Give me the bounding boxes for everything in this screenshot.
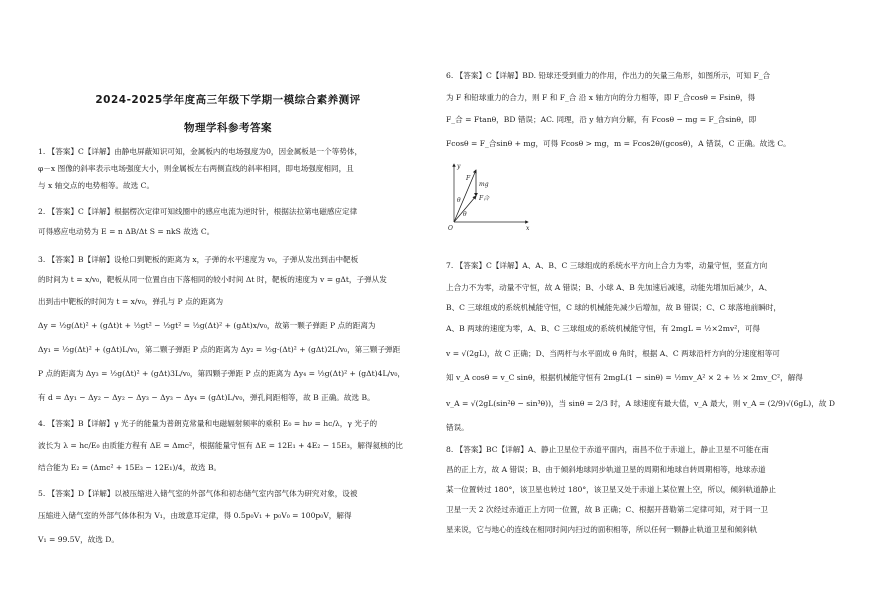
answer-line: 上合力不为零，动量不守恒，故 A 错误；B、小球 A、B 先加速后减速，动能先增加后减少，A、 [446, 283, 772, 292]
answer-line: 昌的正上方，故 A 错误；B、由于倾斜地球同步轨道卫星的周期和地球自转周期相等，地球赤道 [446, 465, 766, 474]
answer-line: 结合能为 E₂ = (Δmc² + 15E₃ − 12E₁)/4，故选 B。 [38, 463, 222, 472]
answer-line: 2. 【答案】C【详解】根据楞次定律可知线圈中的感应电流为逆时针，根据法拉第电磁感应定律 [38, 207, 358, 216]
label-F: F [466, 175, 471, 182]
answer-line: 星来说，它与地心的连线在相同时间内扫过的面积相等，所以任何一颗静止轨道卫星和倾斜轨 [446, 525, 758, 534]
label-y: y [457, 163, 461, 170]
answer-line: 出到击中靶板的时间为 t = x/v₀，弹孔与 P 点的距离为 [38, 297, 224, 306]
answer-line: 可得感应电动势为 E = n ΔB/Δt S = nkS 故选 C。 [38, 227, 215, 236]
answer-line: Δy₁ = ½g(Δt)² + (gΔt)L/v₀，第二颗子弹距 P 点的距离为 Δy₂ = ½g·(Δt)² + (gΔt)2L/v₀，第三颗子弹距 [38, 345, 401, 354]
answer-line: 某一位置转过 180°，该卫星也转过 180°，该卫星又处于赤道上某位置上空，所以，倾斜轨道静止 [446, 485, 776, 494]
answer-line: 有 d = Δy₁ − Δy₂ − Δy₂ − Δy₃ − Δy₃ − Δy₄ = (gΔt)L/v₀，弹孔间距相等，故 B 正确。故选 B。 [38, 393, 375, 402]
answer-line: 1. 【答案】C【详解】由静电屏蔽知识可知，金属板内的电场强度为0，因金属板是一个等势体， [38, 147, 363, 156]
answer-line: 错误。 [446, 423, 469, 432]
answer-line: B、C 三球组成的系统机械能守恒，C 球的机械能先减少后增加，故 B 错误；C、C 球落地前瞬时， [446, 303, 782, 312]
answer-line: v = √(2gL)，故 C 正确；D、当两杆与水平面成 θ 角时，根据 A、C 两球沿杆方向的分速度相等可 [446, 349, 780, 358]
answer-line: 5. 【答案】D【详解】以被压缩进入储气室的外部气体和初态储气室内部气体为研究对象，设被 [38, 489, 358, 498]
answer-line: 卫星一天 2 次经过赤道正上方同一位置，故 B 正确；C、根据开普勒第二定律可知，对于同一卫 [446, 505, 769, 514]
answer-line: 波长为 λ = hc/E₀ 由质能方程有 ΔE = Δmc²，根据能量守恒有 ΔE = 12E₁ + 4E₂ − 15E₃，解得氦核的比 [38, 441, 403, 450]
answer-line: Δy = ½g(Δt)² + (gΔt)t + ½gt² − ½gt² = ½g(Δt)² + (gΔt)x/v₀，故第一颗子弹距 P 点的距离为 [38, 321, 376, 330]
answer-line: F_合 = Ftanθ，BD 错误；AC. 同理，沿 y 轴方向分解，有 Fcosθ − mg = F_合sinθ，即 [446, 115, 757, 124]
label-Fhe: F合 [479, 195, 490, 202]
answer-line: 6. 【答案】C【详解】BD. 铅球还受到重力的作用，作出力的矢量三角形，如图所示，可知 F_合 [446, 71, 771, 80]
answer-line: 的时间为 t = x/v₀，靶板从同一位置自由下落相同的较小时间 Δt 时，靶板的速度为 v = gΔt，子弹从发 [38, 275, 387, 284]
label-mg: mg [479, 181, 489, 188]
answer-line: v_A = √(2gL(sin²θ − sin³θ))，当 sinθ = 2/3 时，A 球速度有最大值，v_A 最大，则 v_A = (2/9)√(6gL)，故 D [446, 399, 835, 408]
answer-line: 4. 【答案】B【详解】γ 光子的能量为普朗克常量和电磁辐射频率的乘积 E₀ = hν = hc/λ，γ 光子的 [38, 419, 378, 428]
answer-line: 为 F 和铅球重力的合力，则 F 和 F_合 沿 x 轴方向的分力相等，即 F_合cosθ = Fsinθ，得 [446, 93, 756, 102]
answer-line: 3. 【答案】B【详解】设枪口到靶板的距离为 x，子弹的水平速度为 v₀，子弹从发出到击中靶板 [38, 255, 359, 264]
answer-line: A、B 两球的速度为零，A、B、C 三球组成的系统机械能守恒，有 2mgL = ½×2mv²，可得 [446, 324, 761, 333]
document-subtitle: 物理学科参考答案 [184, 122, 272, 134]
answer-line: 知 v_A cosθ = v_C sinθ，根据机械能守恒有 2mgL(1 − sinθ) = ½mv_A² × 2 + ½ × 2mv_C²，解得 [446, 373, 803, 382]
answer-line: 压缩进入储气室的外部气体体积为 V₁，由玻意耳定律，得 0.5p₀V₁ + p₀V₀ = 100p₀V，解得 [38, 511, 352, 520]
answer-line: 7. 【答案】C【详解】A、A、B、C 三球组成的系统水平方向上合力为零，动量守恒，竖直方向 [446, 261, 768, 270]
label-theta-1: θ [457, 197, 461, 204]
force-diagram-svg [446, 158, 536, 248]
answer-line: V₁ = 99.5V，故选 D。 [38, 535, 119, 544]
label-x: x [526, 225, 530, 232]
force-triangle-diagram [446, 158, 536, 248]
answer-line: φ－x 图像的斜率表示电场强度大小，则金属板左右两侧直线的斜率相同，即电场强度相同，且 [38, 164, 354, 173]
answer-line: 与 x 轴交点的电势相等。故选 C。 [38, 181, 155, 190]
label-origin: O [448, 225, 453, 232]
label-theta-2: θ [463, 211, 467, 218]
answer-line: 8. 【答案】BC【详解】A、静止卫星位于赤道平面内，南昌不位于赤道上，静止卫星不可能在南 [446, 445, 769, 454]
document-title: 2024-2025学年度高三年级下学期一模综合素养测评 [95, 94, 361, 106]
answer-line: Fcosθ = F_合sinθ + mg，可得 Fcosθ > mg，m = Fcos2θ/(gcosθ)，A 错误，C 正确。故选 C。 [446, 139, 791, 148]
answer-line: P 点的距离为 Δy₃ = ½g(Δt)² + (gΔt)3L/v₀，第四颗子弹距 P 点的距离为 Δy₄ = ½g(Δt)² + (gΔt)4L/v₀， [38, 369, 406, 378]
